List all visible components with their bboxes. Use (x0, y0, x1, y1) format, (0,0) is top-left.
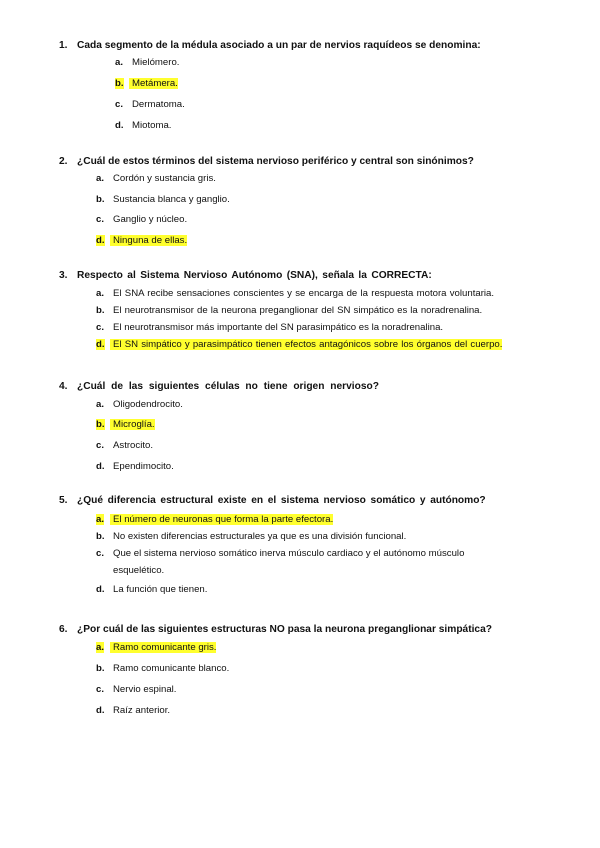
option-text: Ramo comunicante gris. (110, 642, 216, 653)
option-letter: a. (96, 514, 105, 525)
option-letter: b. (96, 663, 105, 674)
option-letter: b. (96, 531, 105, 542)
option-text: Raíz anterior. (113, 705, 171, 716)
option-text: El número de neuronas que forma la parte efectora. (110, 514, 333, 525)
question-number: 6. (59, 624, 68, 635)
option-text: El SNA recibe sensaciones conscientes y se encarga de la respuesta motora voluntaria. (113, 288, 495, 299)
option-text: Dermatoma. (132, 99, 185, 110)
question-4 (0, 381, 600, 397)
option-letter: d. (96, 339, 105, 350)
question-number: 5. (59, 495, 68, 506)
option-letter: a. (96, 173, 105, 184)
question-3 (0, 270, 600, 286)
question-text: Respecto al Sistema Nervioso Autónomo (SNA), señala la CORRECTA: (77, 270, 432, 281)
option-letter: b. (96, 305, 105, 316)
option-letter: c. (115, 99, 124, 110)
question-number: 4. (59, 381, 68, 392)
option-text-continued: esquelético. (113, 565, 165, 576)
option-text: Metámera. (129, 78, 178, 89)
option-text: Ganglio y núcleo. (113, 214, 188, 225)
option-text: La función que tienen. (113, 584, 208, 595)
question-number: 2. (59, 156, 68, 167)
option-letter: a. (96, 642, 105, 653)
question-2 (0, 156, 600, 172)
option-text: El neurotransmisor de la neurona preganglionar del SN simpático es la noradrenalina. (113, 305, 483, 316)
option-letter: d. (96, 235, 105, 246)
option-letter: c. (96, 322, 105, 333)
option-letter: c. (96, 440, 105, 451)
question-number: 1. (59, 40, 68, 51)
option-letter: d. (115, 120, 124, 131)
question-5 (0, 495, 600, 511)
option-letter: c. (96, 214, 105, 225)
question-text: ¿Qué diferencia estructural existe en el sistema nervioso somático y autónomo? (77, 495, 486, 506)
option-text: Cordón y sustancia gris. (113, 173, 216, 184)
option-letter: b. (115, 78, 124, 89)
option-text: Nervio espinal. (113, 684, 177, 695)
option-letter: b. (96, 194, 105, 205)
option-text: Mielómero. (132, 57, 180, 68)
option-text: Miotoma. (132, 120, 172, 131)
option-letter: a. (96, 399, 105, 410)
option-text: El SN simpático y parasimpático tienen efectos antagónicos sobre los órganos del cuerpo. (110, 339, 502, 350)
option-letter: a. (115, 57, 124, 68)
option-text: Oligodendrocito. (113, 399, 183, 410)
question-text: ¿Cuál de las siguientes células no tiene origen nervioso? (77, 381, 379, 392)
option-letter: d. (96, 705, 105, 716)
option-letter: c. (96, 684, 105, 695)
question-1 (0, 40, 600, 56)
option-text: Que el sistema nervioso somático inerva músculo cardiaco y el autónomo músculo (113, 548, 465, 559)
option-text: No existen diferencias estructurales ya que es una división funcional. (113, 531, 407, 542)
option-letter: b. (96, 419, 105, 430)
option-letter: a. (96, 288, 105, 299)
question-text: Cada segmento de la médula asociado a un par de nervios raquídeos se denomina: (77, 40, 481, 51)
question-text: ¿Por cuál de las siguientes estructuras NO pasa la neurona preganglionar simpática? (77, 624, 492, 635)
question-number: 3. (59, 270, 68, 281)
option-text: Ependimocito. (113, 461, 174, 472)
option-letter: d. (96, 461, 105, 472)
question-text: ¿Cuál de estos términos del sistema nervioso periférico y central son sinónimos? (77, 156, 474, 167)
option-letter: d. (96, 584, 105, 595)
option-text: Ramo comunicante blanco. (113, 663, 230, 674)
option-text: Microglía. (110, 419, 155, 430)
option-text: Sustancia blanca y ganglio. (113, 194, 230, 205)
option-letter: c. (96, 548, 105, 559)
option-text: El neurotransmisor más importante del SN parasimpático es la noradrenalina. (113, 322, 444, 333)
option-text: Astrocito. (113, 440, 153, 451)
question-6 (0, 624, 600, 640)
option-text: Ninguna de ellas. (110, 235, 187, 246)
